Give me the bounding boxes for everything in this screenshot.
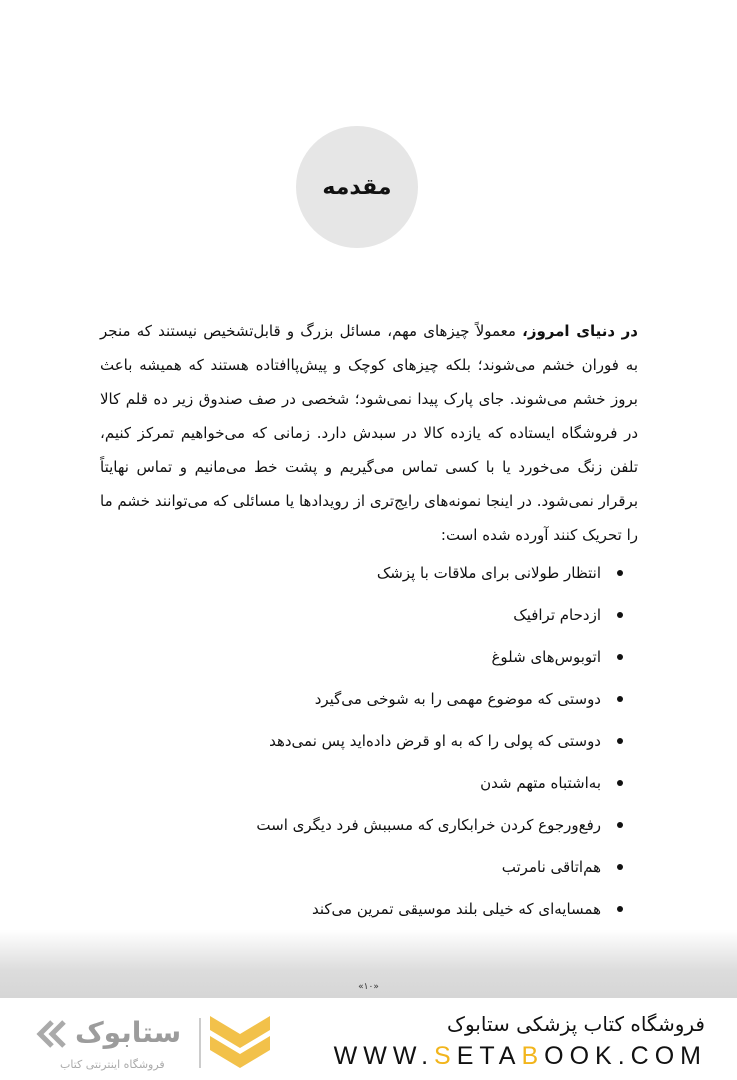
chapter-title-badge bbox=[296, 126, 418, 248]
logo-wordmark: ستابوک bbox=[75, 1016, 182, 1049]
list-item: دوستی که پولی را که به او قرض داده‌اید پس نمی‌دهد bbox=[100, 726, 625, 768]
intro-paragraph bbox=[100, 314, 638, 552]
url-part: S bbox=[434, 1042, 457, 1070]
url-part: B bbox=[521, 1042, 545, 1070]
list-item: دوستی که موضوع مهمی را به شوخی می‌گیرد bbox=[100, 684, 625, 726]
intro-bold: در دنیای امروز، bbox=[522, 322, 638, 340]
footer-banner bbox=[0, 998, 737, 1080]
list-item: هم‌اتاقی نامرتب bbox=[100, 852, 625, 894]
logo-subtitle: فروشگاه اینترنتی کتاب bbox=[60, 1058, 165, 1071]
store-url[interactable] bbox=[334, 1042, 707, 1071]
chapter-title: مقدمه bbox=[322, 174, 392, 200]
setabook-logo bbox=[30, 1012, 280, 1074]
list-item: همسایه‌ای که خیلی بلند موسیقی تمرین می‌کند bbox=[100, 894, 625, 924]
url-part: ETA bbox=[456, 1042, 522, 1070]
list-item: رفع‌ورجوع کردن خرابکاری که مسببش فرد دیگری است bbox=[100, 810, 625, 852]
page-content bbox=[100, 314, 638, 924]
store-name: فروشگاه کتاب پزشکی ستابوک bbox=[447, 1012, 705, 1036]
list-item: اتوبوس‌های شلوغ bbox=[100, 642, 625, 684]
intro-text: معمولاً چیزهای مهم، مسائل بزرگ و قابل‌تشخیص نیستند که منجر به فوران خشم می‌شوند؛ بلکه چیزهای کوچک و پیش‌پاافتاده هستند که همیشه باعث بروز خشم می‌شوند. جای پارک پیدا نمی‌شود؛ شخصی در صف صندوق زیر ده قلم کالا در فروشگاه ایستاده که یازده کالا در سبدش دارد. زمانی که می‌خواهیم تمرکز کنیم، تلفن زنگ می‌خورد یا با کسی تماس می‌گیریم و پشت خط می‌مانیم و تماس نهایتاً برقرار نمی‌شود. در اینجا نمونه‌های رایج‌تری از رویدادها یا مسائلی که می‌توانند خشم ما را تحریک کنند آورده شده است: bbox=[100, 322, 638, 544]
anger-triggers-list bbox=[100, 558, 625, 924]
url-part: WWW. bbox=[333, 1042, 435, 1070]
list-item: انتظار طولانی برای ملاقات با پزشک bbox=[100, 558, 625, 600]
url-part: OOK.COM bbox=[544, 1042, 707, 1070]
list-item: ازدحام ترافیک bbox=[100, 600, 625, 642]
page-number: «۱۰» bbox=[358, 982, 379, 992]
list-item: به‌اشتباه متهم شدن bbox=[100, 768, 625, 810]
